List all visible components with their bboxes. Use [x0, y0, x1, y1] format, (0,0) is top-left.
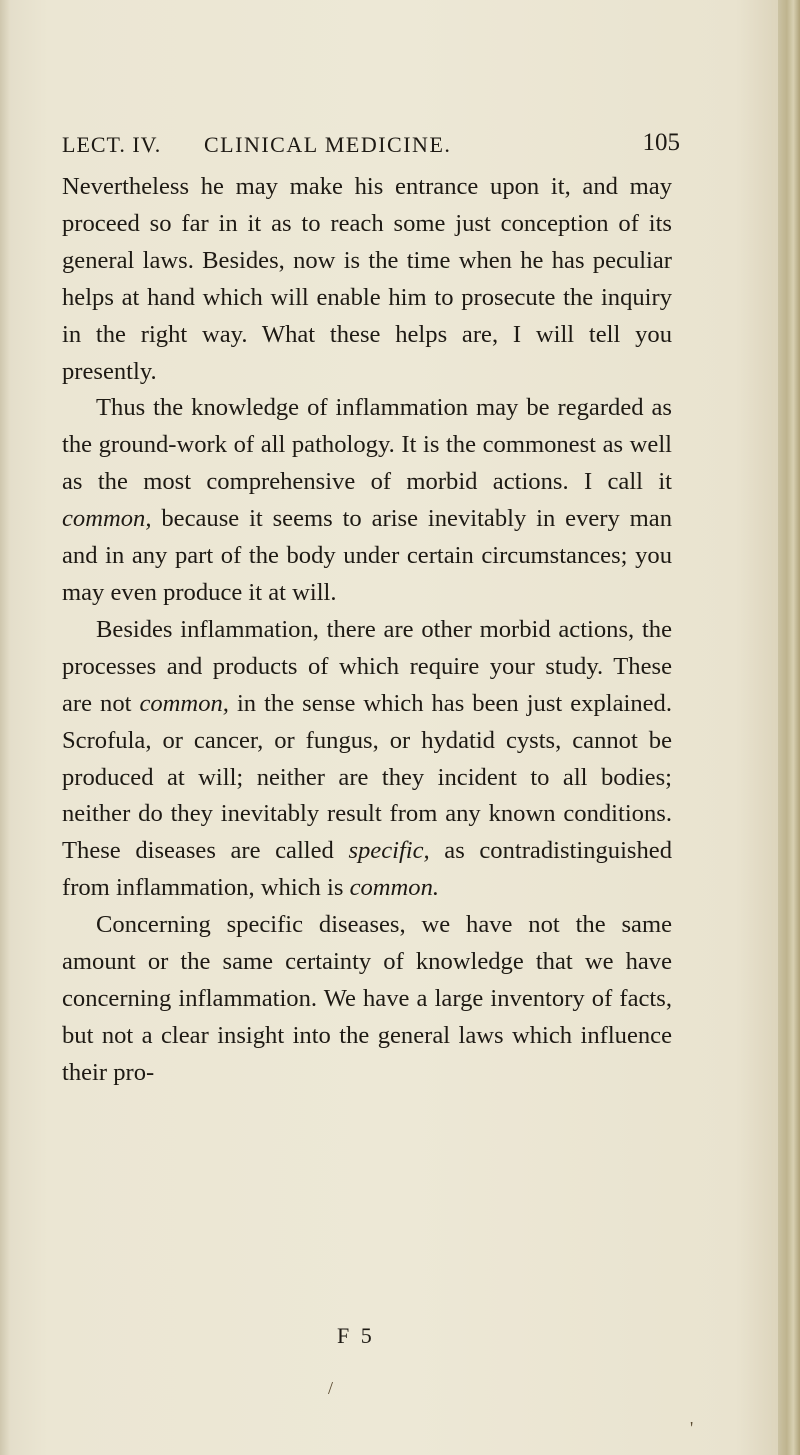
italic-text: common,: [62, 505, 152, 533]
paragraph-text: because it seems to arise inevitably in every man and in any part of the body under certain circumstances; you may even produce it at will.: [62, 505, 672, 606]
paragraph-text: Besides inflammation, there are other morbid actions, the processes and products of which require your study. These are not: [62, 615, 672, 717]
paragraph: [62, 907, 672, 1092]
ink-speck: ': [690, 1418, 694, 1438]
paragraph-text: in the sense which has been just explained. Scrofula, or cancer, or fungus, or hydatid cysts, cannot be produced at will; neither are they incident to all bodies; neither do they inevitably result from any known conditions. These diseases are called: [62, 689, 672, 865]
italic-text: specific,: [348, 837, 430, 865]
paragraph-text: Concerning specific diseases, we have not the same amount or the same certainty of knowledge that we have concerning inflammation. We have a large inventory of facts, but not a clear insight into the general laws which influence their pro-: [62, 911, 672, 1086]
paragraph-text: Nevertheless he may make his entrance upon it, and may proceed so far in it as to reach some just conception of its general laws. Besides, now is the time when he has peculiar helps at hand which will enable him to prosecute the inquiry in the right way. What these helps are, I will tell you presently.: [62, 173, 672, 385]
paragraph-text: as contradistinguished from inflammation, which is: [62, 837, 673, 902]
page-right-edge: [778, 0, 800, 1455]
signature-mark: F 5: [337, 1323, 375, 1348]
paragraph: [62, 612, 672, 907]
italic-text: common.: [349, 874, 440, 902]
header-lecture: LECT. IV.: [62, 132, 162, 157]
paragraph: [62, 169, 672, 390]
header-title: CLINICAL MEDICINE.: [204, 132, 452, 157]
page-left-edge: [0, 0, 10, 1455]
paragraph: [62, 390, 672, 611]
italic-text: common,: [139, 689, 229, 717]
body-text: [62, 169, 672, 1092]
ink-speck: /: [328, 1378, 334, 1398]
running-header: [62, 129, 680, 162]
paragraph-text: Thus the knowledge of inflammation may be regarded as the ground-work of all pathology. It is the commonest as well as the most comprehensive of morbid actions. I call it: [62, 394, 672, 496]
page-number: 105: [642, 129, 680, 156]
